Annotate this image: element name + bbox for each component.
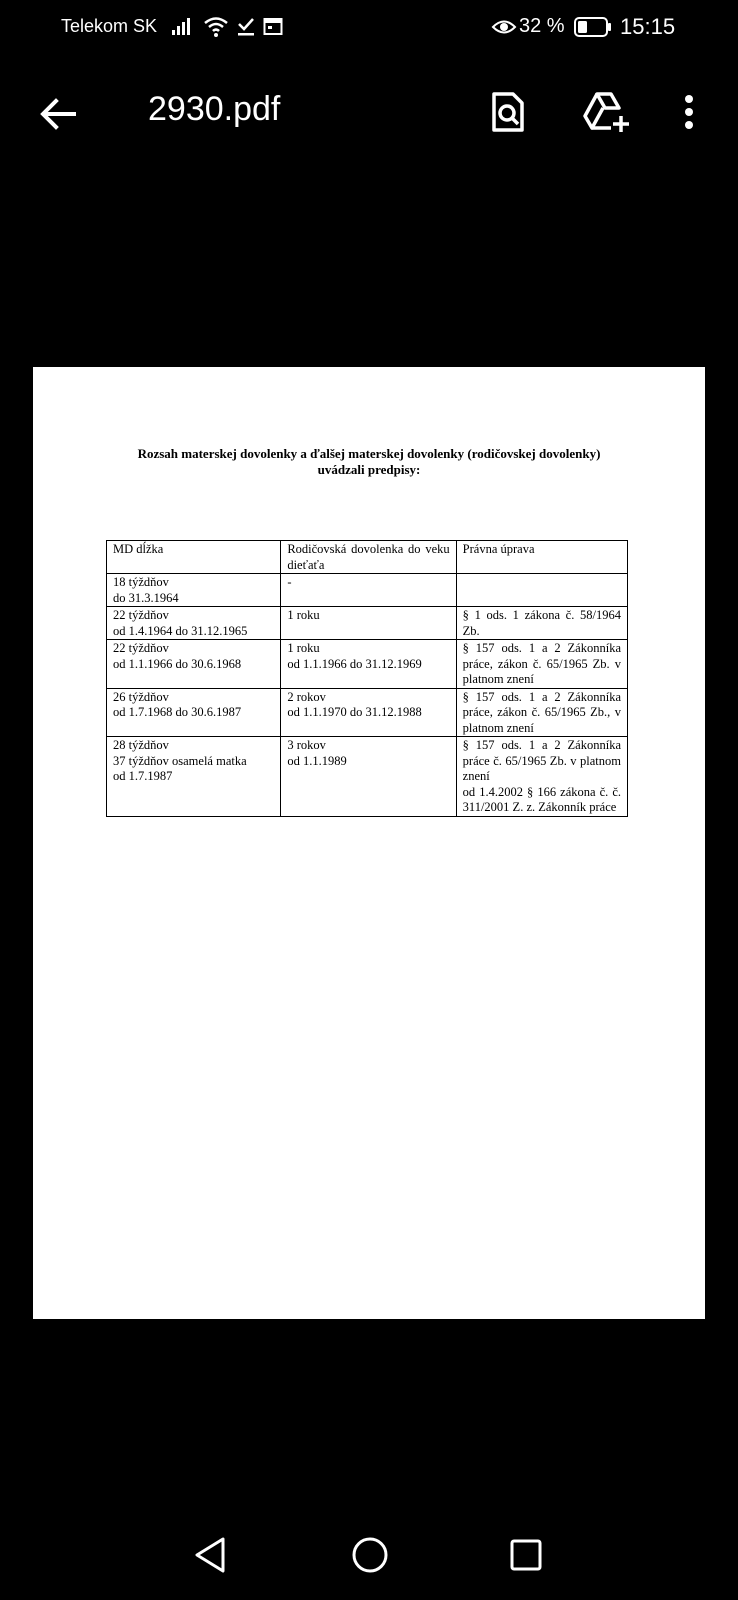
cell-parental-leave: [281, 737, 456, 817]
cell-line: 18 týždňov: [113, 575, 169, 589]
cell-parental-leave: [281, 640, 456, 689]
more-options-icon[interactable]: [684, 94, 694, 134]
cell-md-length: [107, 737, 281, 817]
heading-line-1: Rozsah materskej dovolenky a ďalšej materskej dovolenky (rodičovskej dovolenky): [137, 446, 601, 461]
cell-line: § 1 ods. 1 zákona č. 58/1964 Zb.: [462, 608, 621, 638]
cell-line: -: [287, 575, 292, 589]
cell-line: od 1.7.1968 do 30.6.1987: [113, 705, 242, 719]
cell-line: od 1.1.1970 do 31.12.1988: [287, 705, 422, 719]
nav-back-icon[interactable]: [193, 1536, 227, 1578]
cell-line: od 1.1.1966 do 30.6.1968: [113, 656, 242, 671]
battery-percent: 32 %: [519, 15, 565, 37]
cell-legal-basis: [456, 607, 627, 640]
cell-md-length: [107, 607, 281, 640]
table-row: [107, 574, 628, 607]
cell-parental-leave: [281, 607, 456, 640]
clock: 15:15: [620, 14, 676, 39]
table-header-row: [107, 541, 628, 574]
cell-legal-basis: [456, 640, 627, 689]
cell-line: 1 roku: [287, 641, 320, 655]
wifi-icon: [203, 14, 229, 42]
cell-line: § 157 ods. 1 a 2 Zákonníka práce č. 65/1965 Zb. v platnom znení: [462, 738, 621, 783]
nav-home-icon[interactable]: [351, 1536, 389, 1578]
document-heading: [113, 446, 625, 478]
table-row: [107, 737, 628, 817]
back-arrow-icon[interactable]: [36, 92, 80, 136]
table-row: [107, 688, 628, 737]
cell-line: 22 týždňov: [113, 608, 169, 622]
heading-line-2: uvádzali predpisy:: [317, 462, 421, 477]
pdf-page[interactable]: [33, 367, 705, 1319]
header-parental-leave-text: Rodičovská dovolenka do veku dieťaťa: [287, 542, 450, 572]
carrier-name: Telekom SK: [61, 16, 158, 36]
cell-line: § 157 ods. 1 a 2 Zákonníka práce, zákon č. 65/1965 Zb. v platnom znení: [462, 641, 621, 686]
status-bar: [0, 0, 738, 56]
cell-line: 1 roku: [287, 608, 320, 622]
header-parental-leave: [281, 541, 456, 574]
cell-legal-basis: [456, 737, 627, 817]
cell-line: 28 týždňov: [113, 738, 169, 752]
calendar-icon: [263, 16, 283, 40]
find-in-document-icon[interactable]: [488, 90, 528, 138]
maternity-leave-table: [106, 540, 628, 817]
signal-icon: [172, 16, 194, 40]
cell-line: 22 týždňov: [113, 641, 169, 655]
table-row: [107, 607, 628, 640]
table-row: [107, 640, 628, 689]
cell-line: od 1.7.1987: [113, 769, 173, 783]
battery-icon: [574, 17, 612, 41]
cell-parental-leave: [281, 574, 456, 607]
header-md-length: MD dĺžka: [107, 541, 281, 574]
add-to-drive-icon[interactable]: [583, 90, 631, 138]
cell-line: od 1.1.1989: [287, 753, 347, 768]
cell-line: 3 rokov: [287, 738, 326, 752]
cell-parental-leave: [281, 688, 456, 737]
cell-line: 37 týždňov osamelá matka: [113, 753, 247, 768]
download-done-icon: [237, 16, 255, 42]
eye-comfort-icon: [491, 16, 517, 42]
cell-md-length: [107, 688, 281, 737]
cell-md-length: [107, 574, 281, 607]
cell-line: od 1.1.1966 do 31.12.1969: [287, 656, 422, 671]
cell-md-length: [107, 640, 281, 689]
header-legal-basis: Právna úprava: [456, 541, 627, 574]
cell-line: § 157 ods. 1 a 2 Zákonníka práce, zákon č. 65/1965 Zb., v platnom znení: [462, 689, 621, 735]
document-title: 2930.pdf: [148, 90, 281, 128]
cell-line: 26 týždňov: [113, 689, 169, 704]
cell-line: od 1.4.2002 § 166 zákona č. č. 311/2001 Z. z. Zákonník práce: [462, 784, 621, 814]
system-nav-bar: [0, 1510, 738, 1600]
cell-line: do 31.3.1964: [113, 590, 179, 605]
nav-recents-icon[interactable]: [509, 1536, 543, 1578]
cell-line: od 1.4.1964 do 31.12.1965: [113, 623, 248, 638]
cell-legal-basis: [456, 688, 627, 737]
cell-legal-basis: [456, 574, 627, 607]
app-toolbar: [0, 78, 738, 148]
cell-line: 2 rokov: [287, 689, 326, 704]
